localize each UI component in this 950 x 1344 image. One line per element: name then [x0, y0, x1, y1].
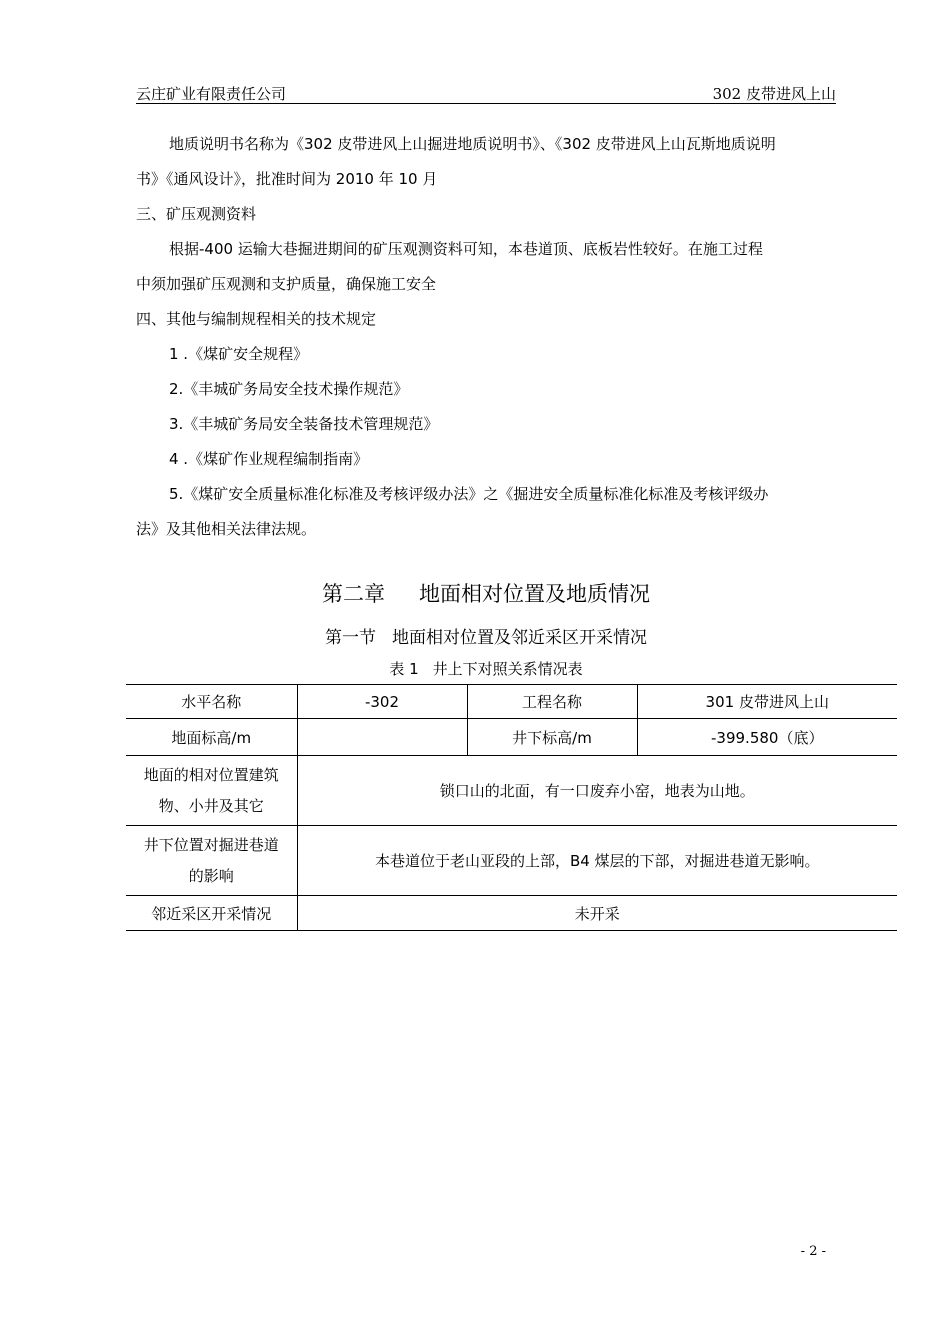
table-cell: 井下标高/m [467, 719, 637, 756]
regulation-item: 1 .《煤矿安全规程》 [169, 345, 309, 363]
section-number: 第一节 [325, 628, 376, 648]
table-cell [297, 719, 467, 756]
paragraph-doc-names-cont: 书》《通风设计》，批准时间为 2010 年 10 月 [136, 170, 438, 188]
table-cell [126, 826, 297, 896]
table-cell: 工程名称 [467, 685, 637, 719]
project-name: 302 皮带进风上山 [712, 85, 836, 103]
table-caption-title: 井上下对照关系情况表 [432, 660, 583, 678]
table-row [126, 685, 897, 719]
table-row [126, 756, 897, 826]
regulation-item: 4 .《煤矿作业规程编制指南》 [169, 450, 369, 468]
table-cell: 本巷道位于老山亚段的上部，B4 煤层的下部，对掘进巷道无影响。 [297, 826, 897, 896]
paragraph-pressure-cont: 中须加强矿压观测和支护质量，确保施工安全 [136, 275, 437, 293]
chapter-number: 第二章 [322, 582, 385, 606]
heading-regulations: 四、其他与编制规程相关的技术规定 [136, 310, 377, 328]
body-text [136, 127, 836, 547]
table-cell: 未开采 [297, 896, 897, 931]
regulation-item: 5.《煤矿安全质量标准化标准及考核评级办法》之《掘进安全质量标准化标准及考核评级办 [169, 485, 769, 503]
table-cell: 水平名称 [126, 685, 297, 719]
page-header [136, 81, 836, 104]
table-caption-number: 表 1 [389, 660, 419, 678]
chapter-title [136, 578, 836, 608]
cell-line: 地面的相对位置建筑 [143, 765, 279, 784]
company-name: 云庄矿业有限责任公司 [136, 85, 287, 103]
cell-line: 井下位置对掘进巷道 [143, 835, 279, 854]
relation-table [126, 684, 897, 931]
table-cell: 地面标高/m [126, 719, 297, 756]
table-row [126, 719, 897, 756]
table-cell: -302 [297, 685, 467, 719]
table-cell: -399.580（底） [637, 719, 897, 756]
table-cell [126, 756, 297, 826]
regulation-item-cont: 法》及其他相关法律法规。 [136, 520, 317, 538]
table-row [126, 826, 897, 896]
regulation-item: 3.《丰城矿务局安全装备技术管理规范》 [169, 415, 439, 433]
cell-line: 的影响 [188, 866, 234, 885]
regulation-item: 2.《丰城矿务局安全技术操作规范》 [169, 380, 409, 398]
section-name: 地面相对位置及邻近采区开采情况 [392, 628, 647, 648]
section-title [136, 623, 836, 648]
table-row [126, 896, 897, 931]
paragraph-doc-names: 地质说明书名称为《302 皮带进风上山掘进地质说明书》、《302 皮带进风上山瓦斯地质说明 [169, 135, 776, 153]
heading-pressure-data: 三、矿压观测资料 [136, 205, 257, 223]
table-cell: 邻近采区开采情况 [126, 896, 297, 931]
chapter-name: 地面相对位置及地质情况 [419, 582, 650, 606]
cell-line: 物、小井及其它 [158, 796, 264, 815]
page-number: - 2 - [800, 1244, 826, 1259]
table-cell: 301 皮带进风上山 [637, 685, 897, 719]
table-cell: 锁口山的北面，有一口废弃小窑，地表为山地。 [297, 756, 897, 826]
table-caption [136, 658, 836, 679]
paragraph-pressure: 根据-400 运输大巷掘进期间的矿压观测资料可知，本巷道顶、底板岩性较好。在施工过程 [169, 240, 763, 258]
